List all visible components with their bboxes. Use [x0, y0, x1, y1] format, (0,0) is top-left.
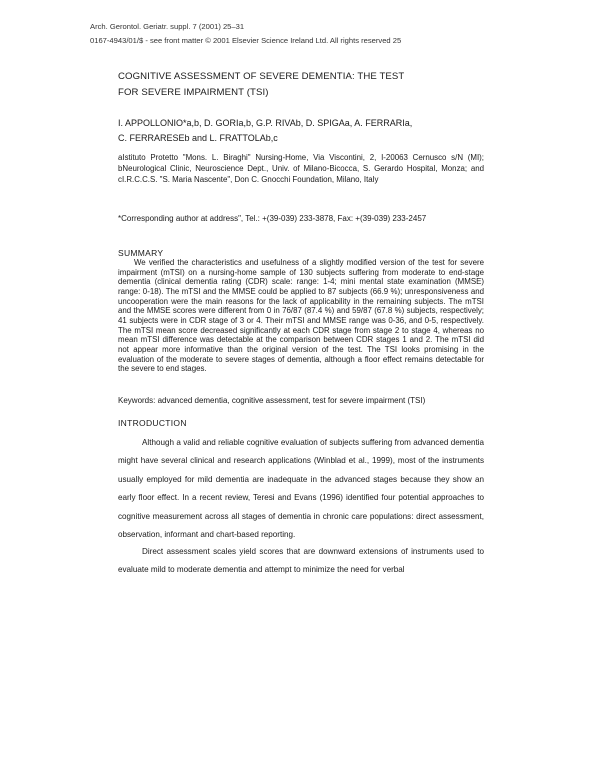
issn-line: 0167-4943/01/$ - see front matter © 2001 Elsevier Science Ireland Ltd. All rights reserved 25 [90, 36, 402, 45]
summary-text: We verified the characteristics and usefulness of a slightly modified version of the test for severe impairment (mTSI) on a nursing-home sample of 130 subjects suffering from moderate to end-stage dementia (clinical dementia rating (CDR) scale: range: 1-4; mini mental state examination (MMSE) range: 0-18). The mTSI and the MMSE could be applied to 87 subjects (66.9 %); unresponsiveness and uncooperation were the main reasons for the lack of applicability in the remaining subjects. The mTSI and the MMSE scores were different from 0 in 76/87 (87.4 %) and 59/87 (67.8 %) subjects, respectively; 41 subjects were in CDR stage of 3 or 4. Their mTSI and MMSE range was 0-36, and 0-5, respectively. The mTSI mean score decreased significantly at each CDR stage from stage 2 to stage 4, whereas no mean mTSI difference was detectable at the comparison between CDR stages 1 and 2. The mTSI did not appear more informative than the original version of the test. The TSI looks promising in the evaluation of the moderate to severe stages of dementia, although a floor effect remains detectable for the severe to end stages. [118, 258, 484, 374]
summary-heading: SUMMARY [118, 248, 164, 258]
affiliations-text: aIstituto Protetto "Mons. L. Biraghi" Nursing-Home, Via Viscontini, 2, I-20063 Cernusco s/N (MI); bNeurological Clinic, Neuroscience Dept., Univ. of Milano-Bicocca, S. Gerardo Hospital, Monza; and cI.R.C.C.S. "S. Maria Nascente", Don C. Gnocchi Foundation, Milano, Italy [118, 153, 484, 184]
introduction-paragraph-1: Although a valid and reliable cognitive evaluation of subjects suffering from advanced dementia might have several clinical and research applications (Winblad et al., 1999), most of the instruments usually employed for mild dementia are inadequate in the advanced stages because they show an early floor effect. In a recent review, Teresi and Evans (1996) identified four potential approaches to cognitive measurement across all stages of dementia in chronic care populations: direct assessment, observation, informant and chart-based reporting. [118, 438, 484, 540]
introduction-paragraph-2: Direct assessment scales yield scores that are downward extensions of instruments used to evaluate mild to moderate dementia and attempt to minimize the need for verbal [118, 547, 484, 575]
authors-line-1: I. APPOLLONIO*a,b, D. GORIa,b, G.P. RIVAb, D. SPIGAa, A. FERRARIa, [118, 118, 413, 128]
affiliations [118, 153, 484, 185]
corresponding-author: *Corresponding author at address", Tel.: +(39-039) 233-3878, Fax: +(39-039) 233-2457 [118, 214, 427, 223]
article-title-line-1: COGNITIVE ASSESSMENT OF SEVERE DEMENTIA: THE TEST [118, 71, 405, 82]
introduction-heading: INTRODUCTION [118, 418, 187, 428]
article-title-line-2: FOR SEVERE IMPAIRMENT (TSI) [118, 87, 269, 98]
keywords: Keywords: advanced dementia, cognitive assessment, test for severe impairment (TSI) [118, 396, 426, 405]
journal-citation: Arch. Gerontol. Geriatr. suppl. 7 (2001) 25–31 [90, 22, 245, 31]
authors-line-2: C. FERRARESEb and L. FRATTOLAb,c [118, 133, 278, 143]
